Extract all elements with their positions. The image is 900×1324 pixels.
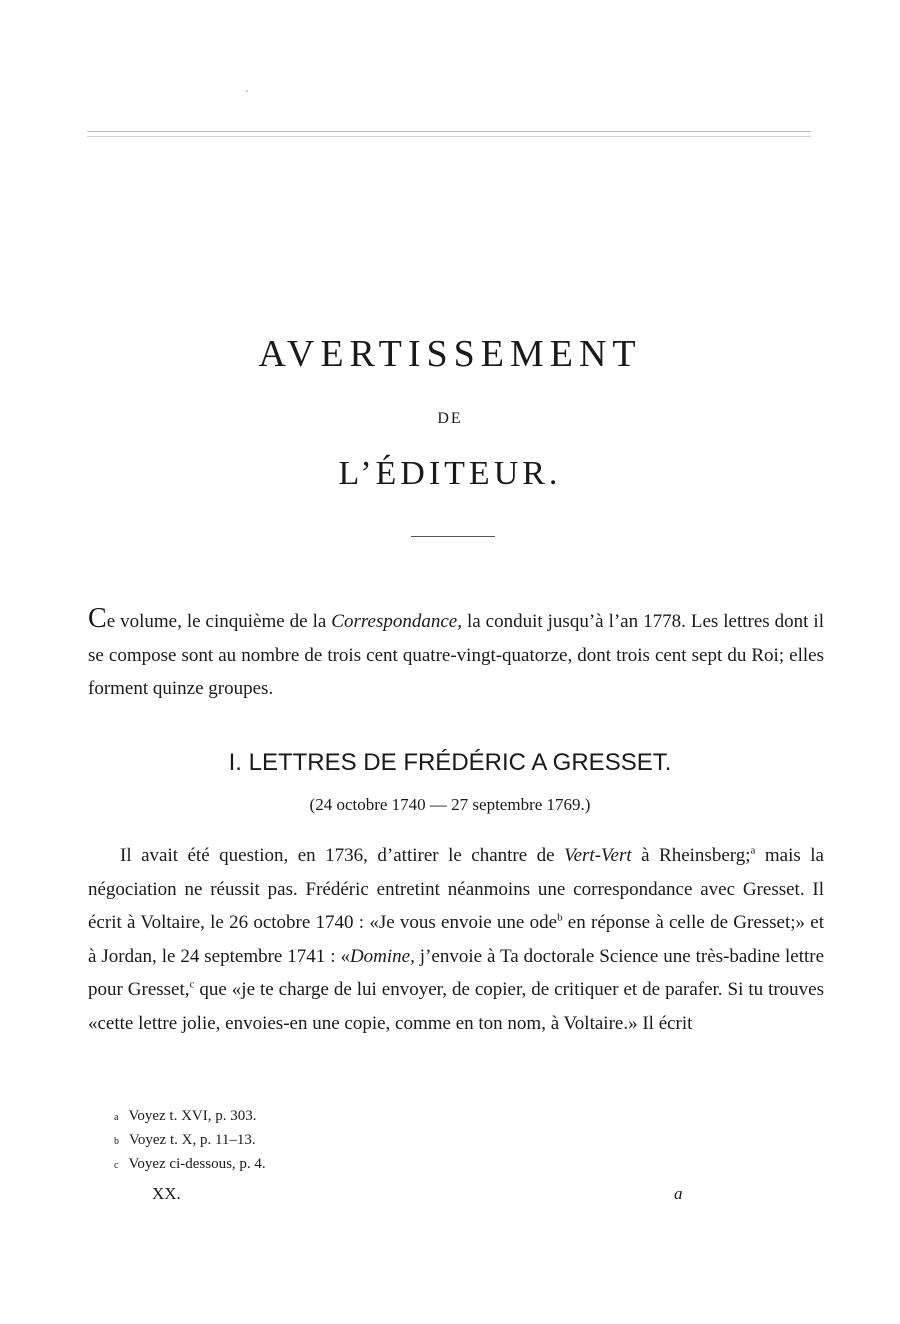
intro-paragraph <box>88 602 824 706</box>
footnote-ref-b: b <box>557 911 563 924</box>
body-text-1: Il avait été question, en 1736, d’attirer le chantre de <box>120 845 565 866</box>
body-text-4: en réponse à celle de Gresset;» et à Jordan, le 24 septembre 1741 : « <box>88 912 825 967</box>
section-dates: (24 octobre 1740 — 27 septembre 1769.) <box>309 795 591 814</box>
section-heading: I. LETTRES DE FRÉDÉRIC A GRESSET. <box>228 749 672 776</box>
footnote-ref-c: c <box>189 978 195 991</box>
footnote <box>114 1152 266 1176</box>
body-italic-domine: Domine, <box>349 945 415 967</box>
intro-italic: Correspondance, <box>331 611 462 632</box>
page-title-line-2: L’ÉDITEUR. <box>338 455 562 492</box>
intro-text-a: e volume, le cinquième de la <box>106 611 332 632</box>
title-connector: DE <box>437 410 463 427</box>
body-text-5: j’envoie à Ta doctorale Science une très-badine lettre pour Gresset, <box>88 945 825 1000</box>
page-title: AVERTISSEMENT <box>258 333 642 375</box>
body-paragraph <box>88 839 824 1040</box>
signature-mark-left: XX. <box>152 1184 181 1203</box>
signature-mark-right: a <box>674 1184 683 1203</box>
body-text-2: à Rheinsberg; <box>631 845 751 866</box>
footnote <box>114 1104 266 1128</box>
footnotes <box>114 1104 266 1176</box>
drop-cap: C <box>88 603 107 634</box>
footnote-mark: c <box>114 1160 119 1171</box>
body-italic-vertvert: Vert-Vert <box>564 845 632 866</box>
footnote-mark: b <box>114 1136 119 1147</box>
intro-text-b: la conduit jusqu’à l’an 1778. Les lettres dont il se compose sont au nombre de trois cent quatre-vingt-quatorze, dont trois cent sept du Roi; elles forment quinze groupes. <box>88 611 824 699</box>
footnote <box>114 1128 266 1152</box>
footnote-text: Voyez ci-dessous, p. 4. <box>128 1156 266 1172</box>
body-text-6: que «je te charge de lui envoyer, de copier, de critiquer et de parafer. Si tu trouves «cette lettre jolie, envoies-en une copie, comme en ton nom, à Voltaire.» Il écrit <box>88 979 824 1034</box>
footnote-text: Voyez t. X, p. 11–13. <box>129 1132 256 1148</box>
footnote-text: Voyez t. XVI, p. 303. <box>128 1108 257 1124</box>
footnote-mark: a <box>114 1112 119 1123</box>
top-double-rule <box>87 131 811 137</box>
scan-speck <box>246 90 248 92</box>
footnote-ref-a: a <box>750 844 756 857</box>
body-text-3: mais la négociation ne réussit pas. Frédéric entretint néanmoins une correspondance avec Gresset. Il écrit à Voltaire, le 26 octobre 1740 : «Je vous envoie une ode <box>88 845 824 933</box>
title-divider <box>411 536 495 537</box>
